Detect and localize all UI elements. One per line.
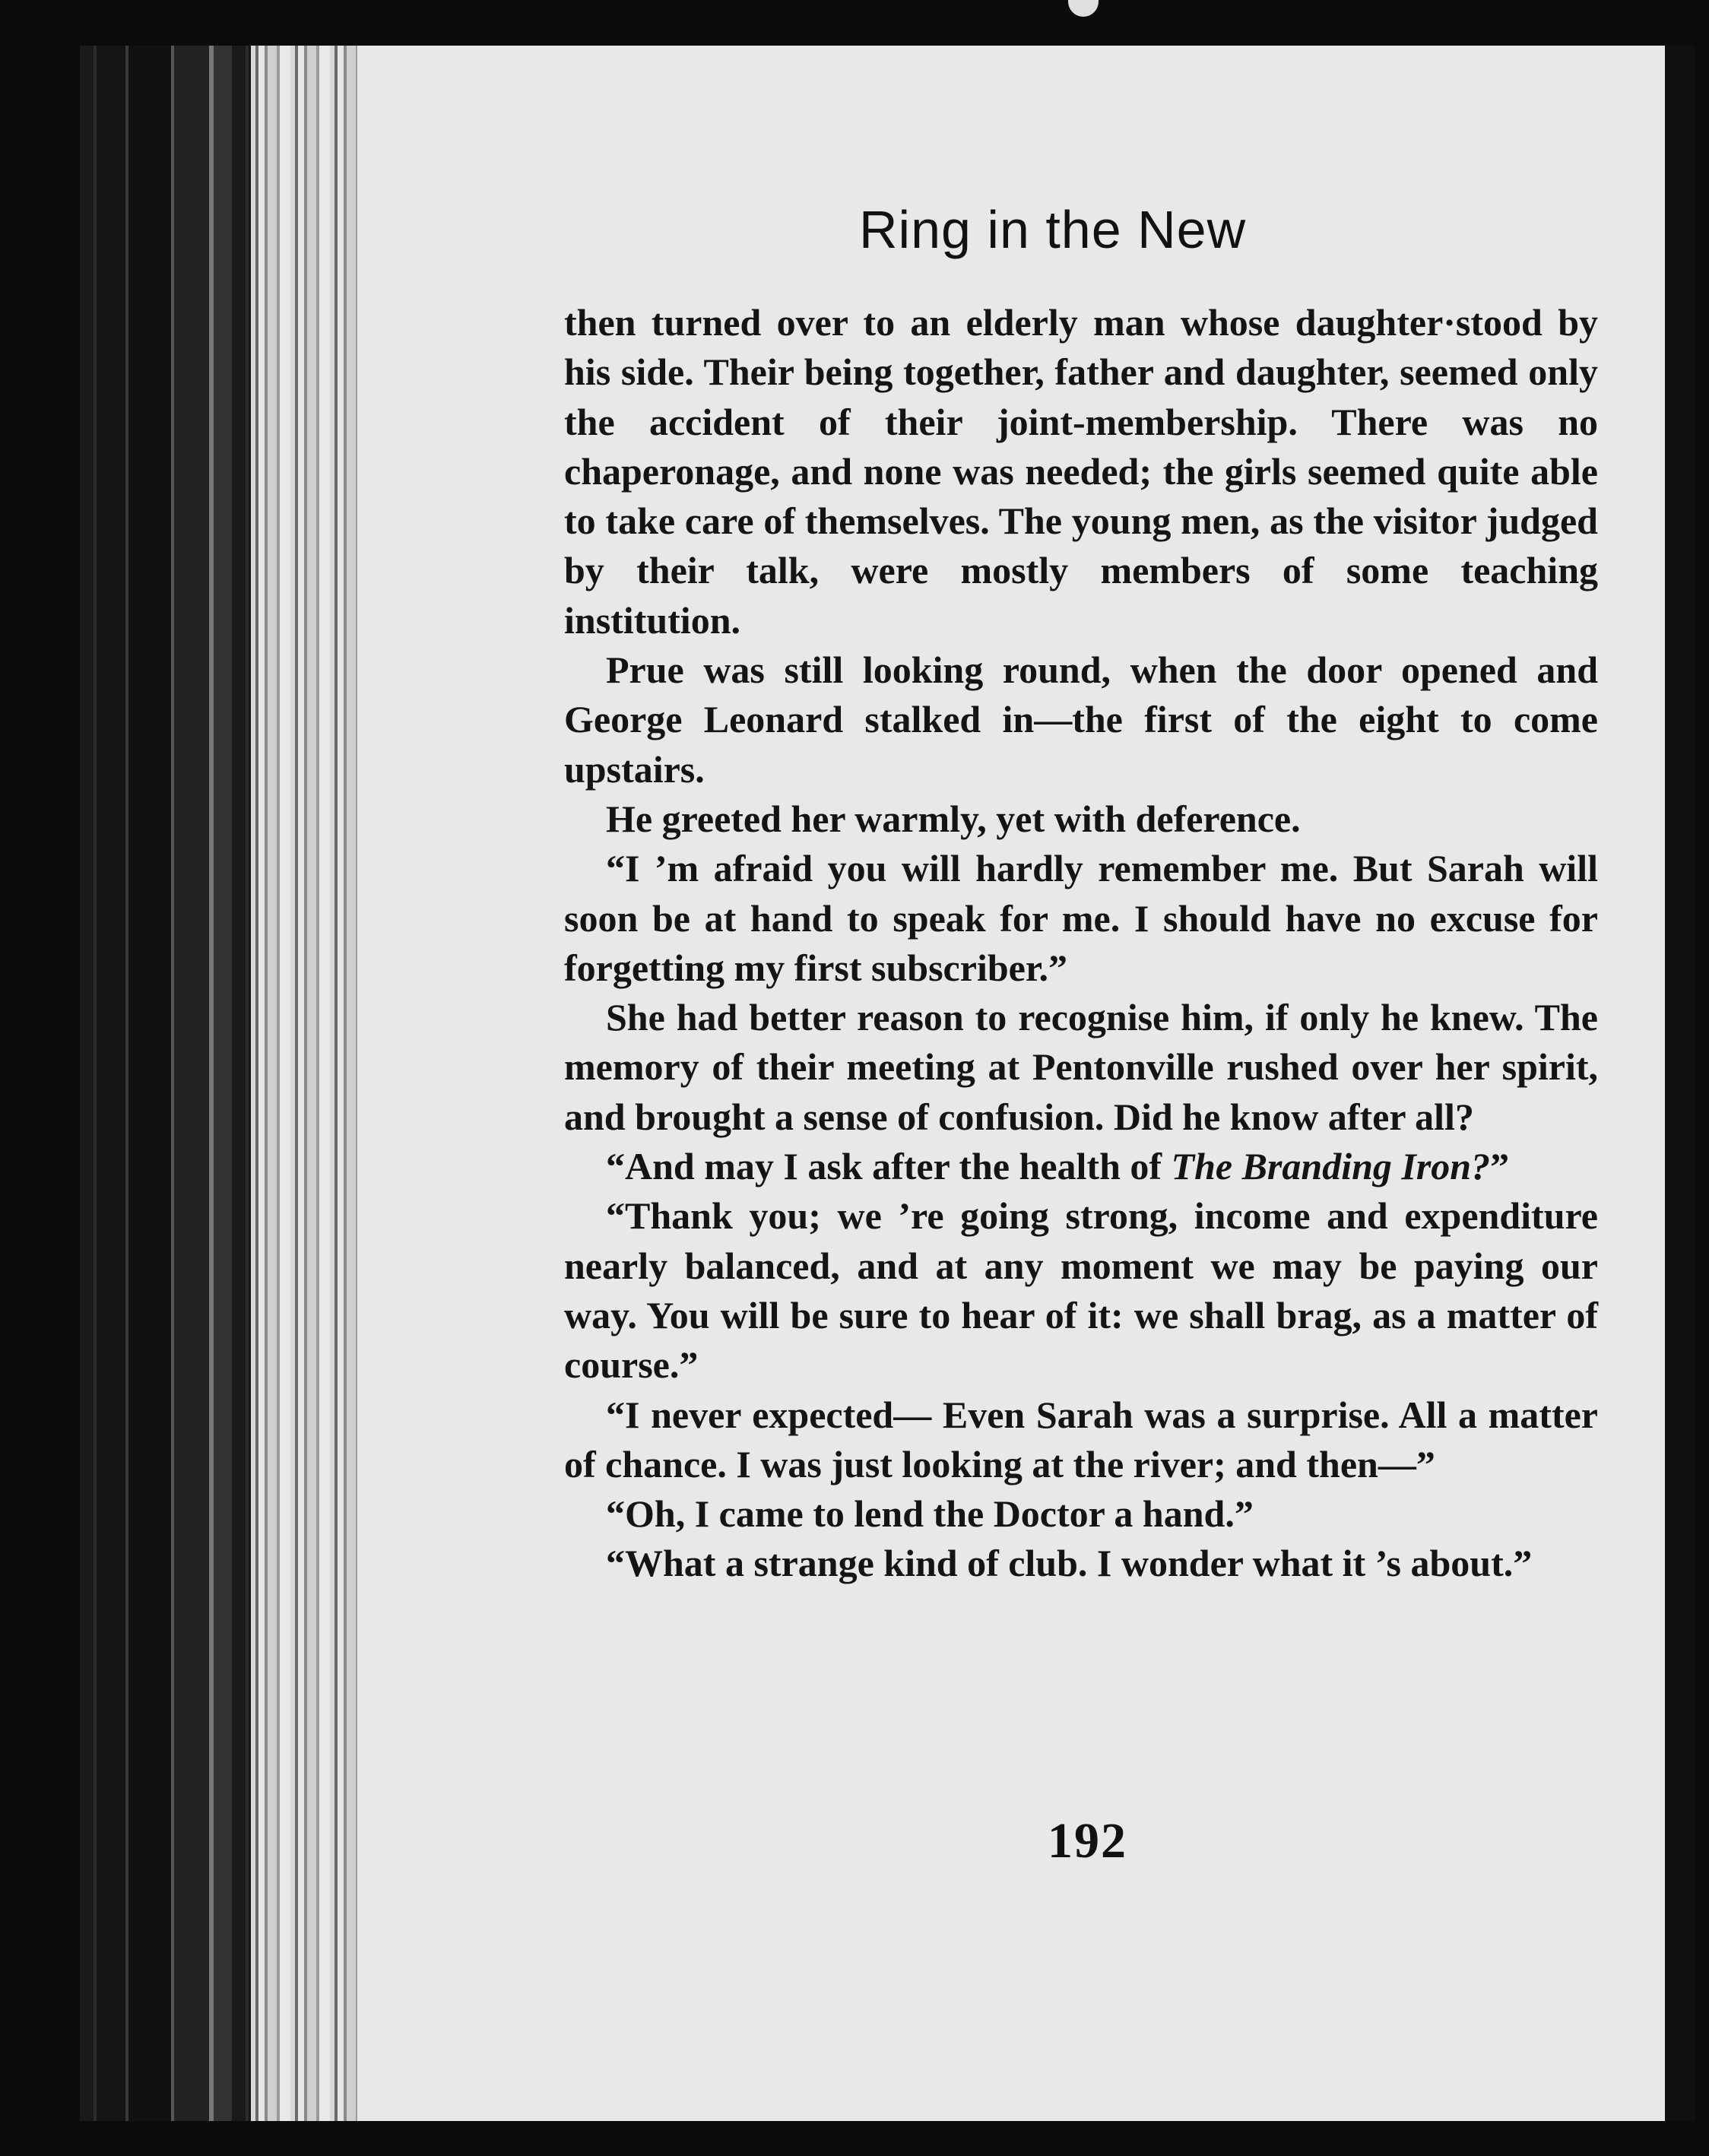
paragraph: She had better reason to recognise him, if only he knew. The memory of their meeting at Pentonville rushed over her spirit, and brought a sense of confusion. Did he know after all? xyxy=(564,996,1598,1138)
body-text xyxy=(564,298,1598,1589)
page-number: 192 xyxy=(1048,1813,1127,1869)
paragraph: “Thank you; we ’re going strong, income and expenditure nearly balanced, and at any moment we may be paying our way. You will be sure to hear of it: we shall brag, as a matter of course.” xyxy=(564,1194,1598,1387)
paragraph: Prue was still looking round, when the door opened and George Leonard stalked in—the first of the eight to come upstairs. xyxy=(564,648,1598,791)
paragraph-text: “And may I ask after the health of xyxy=(606,1145,1172,1188)
paragraph: “Oh, I came to lend the Doctor a hand.” xyxy=(606,1492,1254,1536)
running-head: Ring in the New xyxy=(859,200,1247,259)
page-edges xyxy=(251,46,373,2121)
paragraph: then turned over to an elderly man whose daughter·stood by his side. Their being together, father and daughter, seemed only the accident of their joint-membership. There was no chaperonage, and none was needed; the girls seemed quite able to take care of themselves. The young men, as the visitor judged by their talk, were mostly members of some teaching institution. xyxy=(564,301,1598,642)
page-right-edge xyxy=(1665,46,1695,2121)
paragraph: He greeted her warmly, yet with deference. xyxy=(606,797,1301,840)
paragraph: “What a strange kind of club. I wonder what it ’s about.” xyxy=(606,1542,1533,1585)
book-title-italic: The Branding Iron? xyxy=(1171,1145,1491,1188)
paragraph: “I never expected— Even Sarah was a surprise. All a matter of chance. I was just looking at the river; and then—” xyxy=(564,1393,1598,1485)
paragraph: “I ’m afraid you will hardly remember me. But Sarah will soon be at hand to speak for me. I should have no excuse for forgetting my first subscriber.” xyxy=(564,847,1598,989)
paragraph-text: ” xyxy=(1490,1145,1510,1188)
paragraph xyxy=(564,1142,1598,1191)
